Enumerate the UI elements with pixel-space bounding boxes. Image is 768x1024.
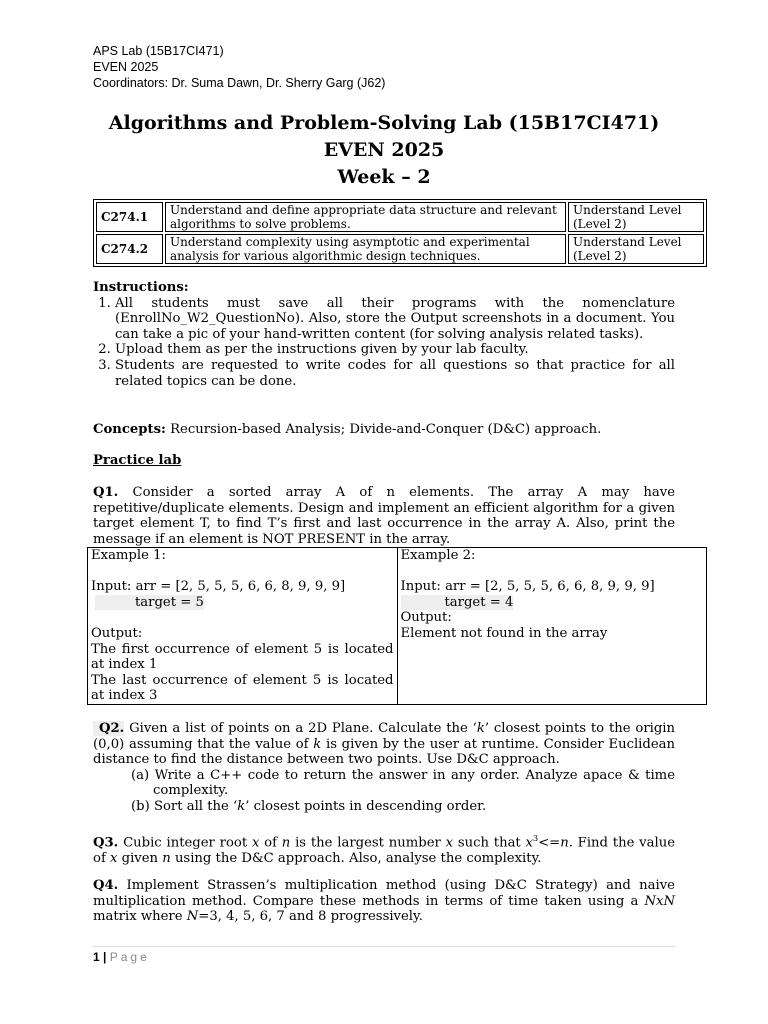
q2-sub-b-text: ’ closest points in descending order. <box>245 798 487 814</box>
q1-label: Q1. <box>93 485 119 500</box>
practice-heading-text: Practice lab <box>93 453 182 468</box>
co-level: Understand Level (Level 2) <box>568 234 704 264</box>
q2-sub-a-text: Write a C++ code to return the answer in any order. Analyze apace & time complexity. <box>153 767 675 799</box>
list-item: 1. All students must save all their programs with the nomenclature (EnrollNo_W2_QuestionNo). Also, store the Output screenshots in a document. You can take a pic of your hand-written content (for solving analysis related tasks). <box>115 296 675 343</box>
q3-var-n: n <box>560 835 569 851</box>
co-description: Understand complexity using asymptotic and experimental analysis for various algorithmic design techniques. <box>165 234 566 264</box>
q2-sub-b-text: Sort all the ‘ <box>153 798 238 814</box>
q3-label: Q3. <box>93 835 119 851</box>
page-title: Algorithms and Problem-Solving Lab (15B17CI471) <box>108 112 660 134</box>
example-1-output-label: Output: <box>91 625 143 641</box>
instructions-section <box>93 280 675 389</box>
q2-var-k: k <box>476 721 485 736</box>
q4-text: =3, 4, 5, 6, 7 and 8 progressively. <box>198 909 423 925</box>
q3-text: is the largest number <box>290 835 446 851</box>
concepts-line <box>93 422 675 438</box>
q2-text: Given a list of points on a 2D Plane. Calculate the ‘ <box>124 721 477 736</box>
q3-text: of <box>259 835 282 851</box>
header-coordinators: Coordinators: Dr. Suma Dawn, Dr. Sherry Garg (J62) <box>93 76 386 90</box>
q3-text: given <box>117 850 163 866</box>
q3-var-x: x <box>251 835 260 851</box>
q3-text: such that <box>453 835 526 851</box>
page-subtitle-term: EVEN 2025 <box>323 139 445 161</box>
example-1-output-last: The last occurrence of element 5 is located at index 3 <box>91 672 394 704</box>
q2-subparts <box>93 768 675 815</box>
footer-separator: | <box>99 950 110 964</box>
q4-var-nxn: NxN <box>644 893 675 909</box>
q3-text: Cubic integer root <box>118 835 252 851</box>
concepts-text: Recursion-based Analysis; Divide-and-Conquer (D&C) approach. <box>165 422 602 437</box>
page-header <box>93 43 385 91</box>
header-course: APS Lab (15B17CI471) <box>93 44 224 58</box>
page-footer <box>93 950 150 964</box>
q2-label: Q2. <box>99 721 125 736</box>
q2-var-k: k <box>237 798 246 814</box>
concepts-label: Concepts: <box>93 422 166 437</box>
example-1-input: Input: arr = [2, 5, 5, 5, 6, 6, 8, 9, 9, 9] <box>91 579 346 595</box>
example-2-output: Element not found in the array <box>400 625 608 641</box>
header-term: EVEN 2025 <box>93 60 159 74</box>
list-item <box>131 799 675 815</box>
co-description: Understand and define appropriate data structure and relevant algorithms to solve problems. <box>165 202 566 232</box>
q4-text: matrix where <box>93 909 187 925</box>
co-level: Understand Level (Level 2) <box>568 202 704 232</box>
question-4 <box>93 878 675 925</box>
co-code: C274.2 <box>96 234 163 264</box>
q2-text: ’ closest points to the origin (0,0) assuming that the value of <box>93 721 675 752</box>
table-row <box>96 234 704 264</box>
example-2-target: target = 4 <box>444 594 514 610</box>
q4-var-n: N <box>186 909 199 925</box>
question-3 <box>93 831 675 867</box>
example-2-input: Input: arr = [2, 5, 5, 5, 6, 6, 8, 9, 9, 9] <box>400 579 655 595</box>
q3-var-x: x <box>525 835 533 851</box>
q2-sub-b-label: (b) <box>131 798 150 814</box>
q3-var-x: x <box>445 835 454 851</box>
question-2 <box>93 721 675 815</box>
co-code: C274.1 <box>96 202 163 232</box>
example-1-title: Example 1: <box>91 548 166 563</box>
q3-exponent: 3 <box>532 834 539 843</box>
example-1-cell <box>88 548 398 705</box>
page-number: 1 <box>93 950 100 964</box>
q3-var-x: x <box>110 850 118 866</box>
examples-table <box>87 547 707 705</box>
q3-text: <= <box>538 835 561 851</box>
table-row <box>88 548 707 705</box>
title-block <box>0 110 768 191</box>
table-row <box>96 202 704 232</box>
q4-label: Q4. <box>93 878 119 893</box>
example-2-title: Example 2: <box>400 548 476 563</box>
q2-var-k: k <box>313 736 322 752</box>
example-2-cell <box>397 548 707 705</box>
example-2-output-label: Output: <box>400 610 452 626</box>
course-outcomes-table <box>93 199 707 267</box>
q3-var-n: n <box>162 850 171 866</box>
q4-text: Implement Strassen’s multiplication method (using D&C Strategy) and naive multiplication method. Compare these methods in terms of time taken using a <box>93 878 675 909</box>
q2-text: is given by the user at runtime. Consider Euclidean distance to find the distance between two points. Use D&C approach. <box>93 736 675 768</box>
practice-heading <box>93 453 675 469</box>
page-subtitle-week: Week – 2 <box>337 166 431 188</box>
list-item <box>131 768 675 799</box>
q3-text: using the D&C approach. Also, analyse the complexity. <box>170 850 542 866</box>
footer-divider <box>93 946 675 947</box>
q3-var-n: n <box>281 835 291 851</box>
instructions-list <box>93 296 675 390</box>
q1-text: Consider a sorted array A of n elements. The array A may have repetitive/duplicate elements. Design and implement an efficient algorithm for a given target element T, to find T’s first and last occurrence in the array A. Also, print the message if an element is NOT PRESENT in the array. <box>93 485 675 547</box>
question-1 <box>93 485 675 547</box>
example-1-target: target = 5 <box>135 594 204 610</box>
list-item: 2. Upload them as per the instructions given by your lab faculty. <box>115 342 675 358</box>
footer-page-label: Page <box>109 950 150 964</box>
q2-sub-a-label: (a) <box>131 767 150 783</box>
q3-text: . Find the value of <box>93 835 676 866</box>
example-1-output-first: The first occurrence of element 5 is located at index 1 <box>91 641 394 673</box>
instructions-heading: Instructions: <box>93 280 189 295</box>
list-item: 3. Students are requested to write codes for all questions so that practice for all related topics can be done. <box>115 358 675 389</box>
